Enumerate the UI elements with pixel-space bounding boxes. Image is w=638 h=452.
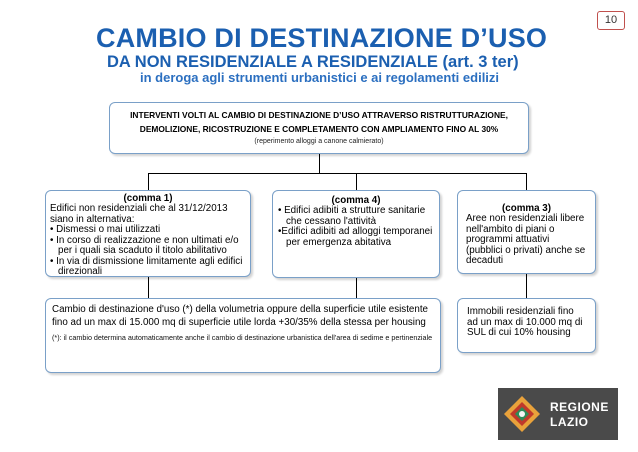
connector-comma1-to-bottom <box>148 277 149 298</box>
comma3-text: Aree non residenziali libere nell'ambito di piani o programmi attuativi (pubblici o privati) anche se decaduti <box>466 213 586 266</box>
volume-change-box <box>45 298 441 373</box>
page-title: CAMBIO DI DESTINAZIONE D’USO <box>96 23 548 53</box>
connector-to-comma1 <box>148 173 149 190</box>
residential-buildings-text: Immobili residenziali fino ad un max di 10.000 mq di SUL di cui 10% housing <box>467 306 583 338</box>
connector-comma3-to-bottom <box>526 274 527 298</box>
comma1-bullet: • In via di dismissione limitamente agli edifici direzionali <box>50 255 243 277</box>
comma1-bullet: • In corso di realizzazione e non ultimati e/o per i quali sia scaduto il titolo abilitativo <box>50 234 239 256</box>
comma1-bullet: • Dismessi o mai utilizzati <box>50 224 161 235</box>
interventions-line-1: INTERVENTI VOLTI AL CAMBIO DI DESTINAZIONE D’USO ATTRAVERSO RISTRUTTURAZIONE, <box>130 110 508 120</box>
regione-lazio-emblem-icon <box>502 394 542 434</box>
connector-top-vertical <box>319 154 320 173</box>
regione-lazio-logo <box>498 388 618 440</box>
page-subtitle-secondary: in deroga agli strumenti urbanistici e ai regolamenti edilizi <box>140 70 500 85</box>
comma4-bullet: •Edifici adibiti ad alloggi temporanei per emergenza abitativa <box>278 226 433 248</box>
comma1-heading: (comma 1) <box>123 193 173 204</box>
connector-comma4-to-bottom <box>356 278 357 298</box>
page-subtitle: DA NON RESIDENZIALE A RESIDENZIALE (art. 3 ter) <box>107 53 519 71</box>
comma3-heading: (comma 3) <box>502 203 551 214</box>
volume-change-text: Cambio di destinazione d'uso (*) della volumetria oppure della superficie utile esistente fino ad un max di 15.000 mq di superficie utile lorda +30/35% della stessa per housing <box>52 304 428 328</box>
volume-change-note: (*): il cambio determina automaticamente anche il cambio di destinazione urbanistica dell'area di sedime e pertinenziale <box>52 333 433 342</box>
interventions-box <box>109 102 529 154</box>
connector-to-comma4 <box>356 173 357 190</box>
comma1-intro: Edifici non residenziali che al 31/12/2013 siano in alternativa: <box>50 203 228 225</box>
comma1-box <box>45 190 251 277</box>
comma4-box <box>272 190 440 278</box>
connector-horizontal <box>148 173 527 174</box>
connector-to-comma3 <box>526 173 527 190</box>
logo-text-line-1: REGIONE <box>550 400 609 414</box>
logo-text-line-2: LAZIO <box>550 415 589 429</box>
interventions-note: (reperimento alloggi a canone calmierato) <box>254 138 384 145</box>
interventions-line-2: DEMOLIZIONE, RICOSTRUZIONE E COMPLETAMENTO CON AMPLIAMENTO FINO AL 30% <box>139 124 499 134</box>
residential-buildings-box <box>457 298 596 353</box>
comma3-box <box>457 190 596 274</box>
page-number-badge: 10 <box>597 11 625 30</box>
comma4-heading: (comma 4) <box>331 195 381 206</box>
comma4-bullet: • Edifici adibiti a strutture sanitarie che cessano l'attività <box>278 205 426 227</box>
